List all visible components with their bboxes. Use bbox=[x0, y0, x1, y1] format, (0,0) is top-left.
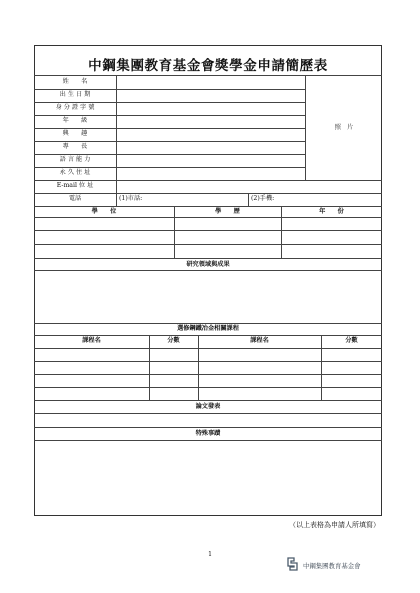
footnote: （以上表格為申請人所填寫） bbox=[289, 521, 380, 529]
row-line bbox=[34, 75, 382, 76]
row-line bbox=[34, 361, 382, 362]
row-line bbox=[34, 193, 382, 194]
photo-placeholder: 照 片 bbox=[334, 124, 354, 131]
col-line bbox=[116, 75, 117, 206]
header-score-2: 分數 bbox=[345, 337, 358, 344]
label-id: 身 分 證 字 號 bbox=[55, 104, 95, 111]
page-number: 1 bbox=[208, 551, 212, 558]
section-papers: 論文發表 bbox=[195, 403, 221, 410]
row-line bbox=[34, 141, 305, 142]
label-grade: 年 級 bbox=[62, 117, 88, 124]
row-line bbox=[34, 89, 305, 90]
label-interest: 興 趣 bbox=[62, 130, 88, 137]
header-year: 年 份 bbox=[319, 208, 344, 215]
label-address: 永 久 住 址 bbox=[59, 169, 91, 176]
row-line bbox=[34, 115, 305, 116]
row-line bbox=[34, 427, 382, 428]
label-name: 姓 名 bbox=[62, 78, 88, 85]
row-line bbox=[34, 387, 382, 388]
col-line bbox=[248, 193, 249, 206]
row-line bbox=[34, 217, 382, 218]
section-research: 研究領域與成果 bbox=[186, 261, 230, 268]
row-line bbox=[34, 102, 305, 103]
foundation-logo-icon bbox=[286, 556, 299, 575]
header-course-name-1: 課程名 bbox=[82, 337, 101, 344]
header-score-1: 分數 bbox=[167, 337, 180, 344]
row-line bbox=[34, 230, 382, 231]
row-line bbox=[34, 206, 382, 207]
label-language: 語 言 能 力 bbox=[59, 156, 91, 163]
header-school: 學 歷 bbox=[215, 208, 240, 215]
label-birth: 出 生 日 期 bbox=[59, 91, 91, 98]
row-line bbox=[34, 323, 382, 324]
label-city-phone: (1)市話: bbox=[119, 195, 143, 202]
col-line bbox=[149, 335, 150, 400]
form-title: 中鋼集團教育基金會獎學金申請簡歷表 bbox=[88, 58, 328, 74]
section-special: 特殊事蹟 bbox=[195, 430, 221, 437]
col-line bbox=[321, 335, 322, 400]
label-email: E-mail 位 址 bbox=[56, 182, 94, 189]
section-courses: 選修鋼鐵冶金相關課程 bbox=[177, 325, 239, 332]
col-line bbox=[198, 335, 199, 400]
label-mobile: (2)手機: bbox=[251, 195, 275, 202]
row-line bbox=[34, 180, 382, 181]
header-degree: 學 位 bbox=[91, 208, 117, 215]
foundation-logo-text: 中鋼集團教育基金會 bbox=[303, 562, 361, 570]
row-line bbox=[34, 270, 382, 271]
row-line bbox=[34, 348, 382, 349]
row-line bbox=[34, 400, 382, 401]
row-line bbox=[34, 167, 305, 168]
row-line bbox=[34, 128, 305, 129]
row-line bbox=[34, 413, 382, 414]
foundation-logo bbox=[286, 556, 361, 575]
label-phone: 電話 bbox=[68, 195, 82, 202]
header-course-name-2: 課程名 bbox=[250, 337, 269, 344]
row-line bbox=[34, 258, 382, 259]
row-line bbox=[34, 244, 382, 245]
label-skill: 專 長 bbox=[62, 143, 88, 150]
row-line bbox=[34, 440, 382, 441]
row-line bbox=[34, 374, 382, 375]
row-line bbox=[34, 154, 305, 155]
row-line bbox=[34, 335, 382, 336]
